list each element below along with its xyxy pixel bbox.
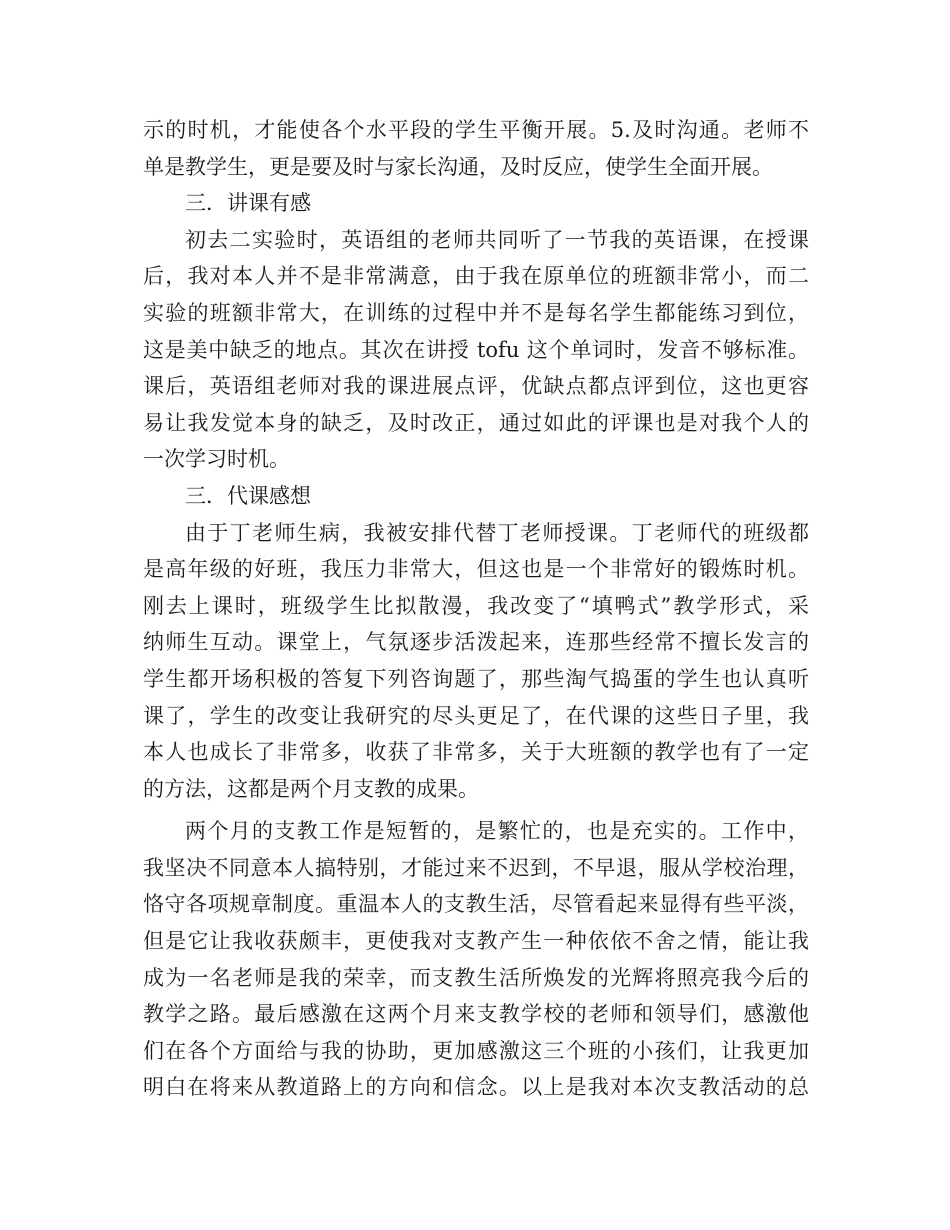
text-line: 单是教学生，更是要及时与家长沟通，及时反应，使学生全面开展。: [143, 154, 773, 179]
document-page: [143, 112, 809, 1106]
text-line: 一次学习时机。: [143, 447, 290, 472]
text-line: 的方法，这都是两个月支教的成果。: [143, 776, 479, 801]
text-line: 由于丁老师生病，我被安排代替丁老师授课。丁老师代的班级都: [185, 520, 809, 545]
text-line: 课后，英语组老师对我的课进展点评，优缺点都点评到位，这也更容: [143, 374, 809, 399]
text-line: 课了，学生的改变让我研究的尽头更足了，在代课的这些日子里，我: [143, 703, 809, 728]
text-line: 刚去上课时，班级学生比拟散漫，我改变了“填鸭式”教学形式，采: [143, 593, 809, 618]
text-line: 但是它让我收获颇丰，更使我对支教产生一种依依不舍之情，能让我: [143, 929, 809, 954]
text-line: 实验的班额非常大，在训练的过程中并不是每名学生都能练习到位，: [143, 300, 809, 325]
text-line: 两个月的支教工作是短暂的，是繁忙的，也是充实的。工作中，: [185, 819, 809, 844]
text-line: 成为一名老师是我的荣幸，而支教生活所焕发的光辉将照亮我今后的: [143, 965, 809, 990]
section-heading: 三．代课感想: [185, 483, 311, 508]
text-line: 们在各个方面给与我的协助，更加感激这三个班的小孩们，让我更加: [143, 1038, 809, 1063]
text-line: 初去二实验时，英语组的老师共同听了一节我的英语课，在授课: [185, 227, 809, 252]
text-line: 本人也成长了非常多，收获了非常多，关于大班额的教学也有了一定: [143, 740, 809, 765]
text-line: 恪守各项规章制度。重温本人的支教生活，尽管看起来显得有些平淡，: [143, 892, 809, 917]
text-line: 易让我发觉本身的缺乏，及时改正，通过如此的评课也是对我个人的: [143, 410, 809, 435]
text-line: 明白在将来从教道路上的方向和信念。以上是我对本次支教活动的总: [143, 1075, 809, 1100]
text-line: 教学之路。最后感激在这两个月来支教学校的老师和领导们，感激他: [143, 1002, 809, 1027]
text-line: 后，我对本人并不是非常满意，由于我在原单位的班额非常小，而二: [143, 264, 809, 289]
text-line: 纳师生互动。课堂上，气氛逐步活泼起来，连那些经常不擅长发言的: [143, 630, 809, 655]
text-line: 这是美中缺乏的地点。其次在讲授 tofu 这个单词时，发音不够标准。: [143, 337, 809, 362]
text-line: 示的时机，才能使各个水平段的学生平衡开展。5.及时沟通。老师不: [143, 118, 809, 142]
text-line: 学生都开场积极的答复下列咨询题了，那些淘气捣蛋的学生也认真听: [143, 666, 809, 691]
section-heading: 三．讲课有感: [185, 191, 311, 216]
text-line: 是高年级的好班，我压力非常大，但这也是一个非常好的锻炼时机。: [143, 557, 809, 582]
text-line: 我坚决不同意本人搞特别，才能过来不迟到，不早退，服从学校治理，: [143, 855, 809, 880]
